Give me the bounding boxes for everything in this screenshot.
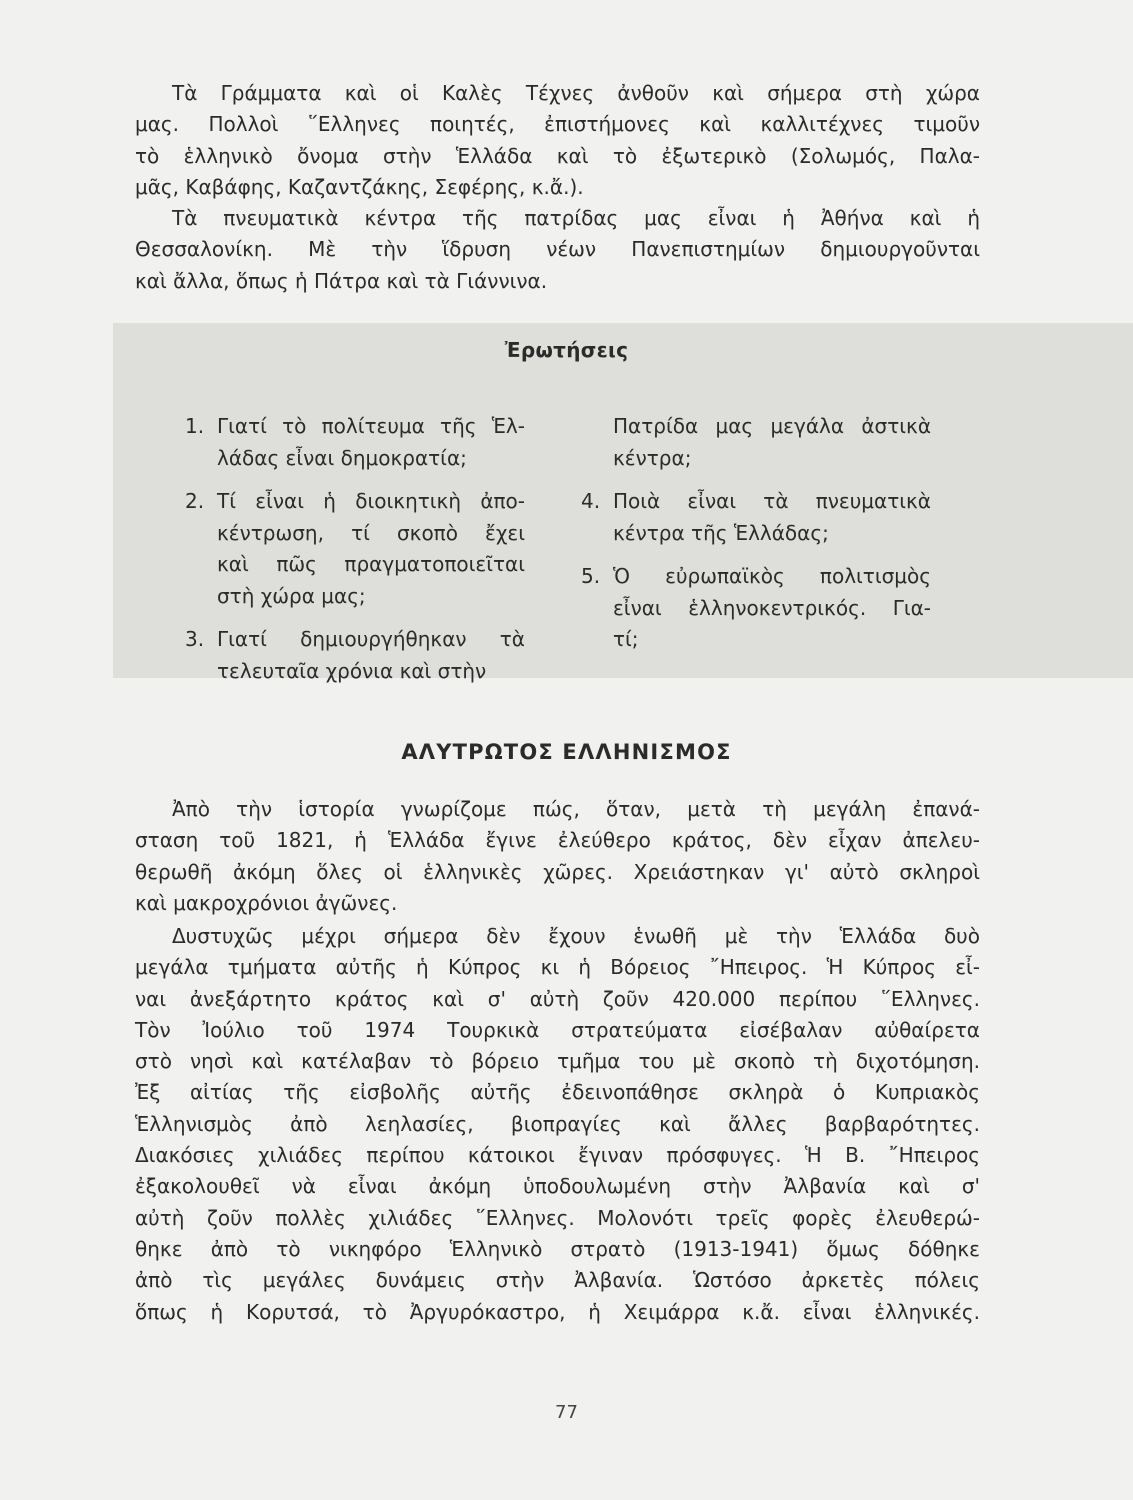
question-number: 1. — [185, 414, 205, 438]
question-3 — [185, 624, 525, 687]
text-line: ναι ἀνεξάρτητο κράτος καὶ σ' αὐτὴ ζοῦν 420.000 περίπου ῞Ελληνες. — [135, 986, 980, 1011]
question-line: τελευταῖα χρόνια καὶ στὴν — [217, 658, 487, 683]
question-line: Πατρίδα μας μεγάλα ἀστικὰ — [613, 414, 931, 438]
question-3-continued — [581, 411, 931, 474]
question-line: στὴ χώρα μας; — [217, 583, 366, 608]
question-1 — [185, 411, 525, 474]
question-line: κέντρα τῆς Ἑλλάδας; — [613, 520, 829, 545]
questions-left-column — [185, 411, 525, 699]
question-line: εἶναι ἑλληνοκεντρικός. Για- — [613, 595, 931, 620]
text-line: Τὰ Γράμματα καὶ οἱ Καλὲς Τέχνες ἀνθοῦν καὶ σήμερα στὴ χώρα — [172, 81, 980, 105]
text-line: Δυστυχῶς μέχρι σήμερα δὲν ἔχουν ἑνωθῆ μὲ τὴν Ἑλλάδα δυὸ — [172, 924, 980, 948]
question-line: κέντρα; — [613, 445, 692, 470]
questions-right-column — [581, 411, 931, 668]
question-line: Τί εἶναι ἡ διοικητικὴ ἀπο- — [217, 489, 525, 513]
question-line: λάδας εἶναι δημοκρατία; — [217, 445, 467, 470]
text-line: Διακόσιες χιλιάδες περίπου κάτοικοι ἔγιναν πρόσφυγες. Ἡ Β. ῎Ηπειρος — [135, 1143, 980, 1168]
text-line: Ἐξ αἰτίας τῆς εἰσβολῆς αὐτῆς ἐδεινοπάθησε σκληρὰ ὁ Κυπριακὸς — [135, 1080, 980, 1105]
text-line: μᾶς, Καβάφης, Καζαντζάκης, Σεφέρης, κ.ἄ.). — [135, 174, 584, 199]
question-line: Ὁ εὐρωπαϊκὸς πολιτισμὸς — [613, 564, 931, 588]
questions-title: Ἐρωτήσεις — [504, 338, 629, 362]
intro-paragraph-1 — [135, 78, 980, 203]
text-line: καὶ ἄλλα, ὅπως ἡ Πάτρα καὶ τὰ Γιάννινα. — [135, 268, 548, 293]
question-line: τί; — [613, 627, 639, 651]
question-line: Γιατί δημιουργήθηκαν τὰ — [217, 627, 525, 651]
text-line: Θεσσαλονίκη. Μὲ τὴν ἵδρυση νέων Πανεπιστημίων δημιουργοῦνται — [135, 237, 980, 262]
section-paragraph-1 — [135, 794, 980, 919]
question-line: Γιατί τὸ πολίτευμα τῆς Ἑλ- — [217, 414, 525, 438]
question-5 — [581, 561, 931, 656]
text-line: Ἀπὸ τὴν ἱστορία γνωρίζομε πώς, ὅταν, μετὰ τὴ μεγάλη ἐπανά- — [172, 797, 980, 821]
text-line: μας. Πολλοὶ ῞Ελληνες ποιητές, ἐπιστήμονες καὶ καλλιτέχνες τιμοῦν — [135, 112, 980, 137]
text-line: θηκε ἀπὸ τὸ νικηφόρο Ἑλληνικὸ στρατὸ (1913-1941) ὅμως δόθηκε — [135, 1236, 980, 1261]
text-line: καὶ μακροχρόνιοι ἀγῶνες. — [135, 890, 398, 915]
text-line: ὅπως ἡ Κορυτσά, τὸ Ἀργυρόκαστρο, ἡ Χειμάρρα κ.ἄ. εἶναι ἑλληνικές. — [135, 1299, 980, 1324]
intro-paragraph-2 — [135, 203, 980, 297]
text-line: μεγάλα τμήματα αὐτῆς ἡ Κύπρος κι ἡ Βόρειος ῎Ηπειρος. Ἡ Κύπρος εἶ- — [135, 955, 980, 980]
text-line: Τὸν Ἰούλιο τοῦ 1974 Τουρκικὰ στρατεύματα εἰσέβαλαν αὐθαίρετα — [135, 1017, 980, 1042]
text-line: τὸ ἑλληνικὸ ὄνομα στὴν Ἑλλάδα καὶ τὸ ἐξωτερικὸ (Σολωμός, Παλα- — [135, 143, 980, 168]
text-line: Τὰ πνευματικὰ κέντρα τῆς πατρίδας μας εἶναι ἡ Ἀθήνα καὶ ἡ — [172, 206, 980, 230]
page-number: 77 — [555, 1402, 578, 1423]
question-number: 3. — [185, 627, 205, 651]
question-number: 5. — [581, 564, 601, 588]
text-line: σταση τοῦ 1821, ἡ Ἑλλάδα ἔγινε ἐλεύθερο κράτος, δὲν εἶχαν ἀπελευ- — [135, 828, 980, 853]
text-line: Ἑλληνισμὸς ἀπὸ λεηλασίες, βιοπραγίες καὶ ἄλλες βαρβαρότητες. — [135, 1111, 980, 1136]
question-2 — [185, 486, 525, 612]
question-number: 4. — [581, 489, 601, 513]
question-line: καὶ πῶς πραγματοποιεῖται — [217, 552, 525, 576]
question-line: Ποιὰ εἶναι τὰ πνευματικὰ — [613, 489, 931, 513]
text-line: στὸ νησὶ καὶ κατέλαβαν τὸ βόρειο τμῆμα του μὲ σκοπὸ τὴ διχοτόμηση. — [135, 1049, 980, 1074]
text-line: ἐξακολουθεῖ νὰ εἶναι ἀκόμη ὑποδουλωμένη στὴν Ἀλβανία καὶ σ' — [135, 1174, 980, 1199]
text-line: αὐτὴ ζοῦν πολλὲς χιλιάδες ῞Ελληνες. Μολονότι τρεῖς φορὲς ἐλευθερώ- — [135, 1205, 980, 1230]
text-line: ἀπὸ τὶς μεγάλες δυνάμεις στὴν Ἀλβανία. Ὡστόσο ἀρκετὲς πόλεις — [135, 1268, 980, 1293]
section-paragraph-2 — [135, 921, 980, 1328]
question-line: κέντρωση, τί σκοπὸ ἔχει — [217, 520, 525, 545]
text-line: θερωθῆ ἀκόμη ὅλες οἱ ἑλληνικὲς χῶρες. Χρειάστηκαν γι' αὐτὸ σκληροὶ — [135, 859, 980, 884]
question-4 — [581, 486, 931, 549]
section-heading: ΑΛΥΤΡΩΤΟΣ ΕΛΛΗΝΙΣΜΟΣ — [401, 740, 732, 764]
question-number: 2. — [185, 489, 205, 513]
